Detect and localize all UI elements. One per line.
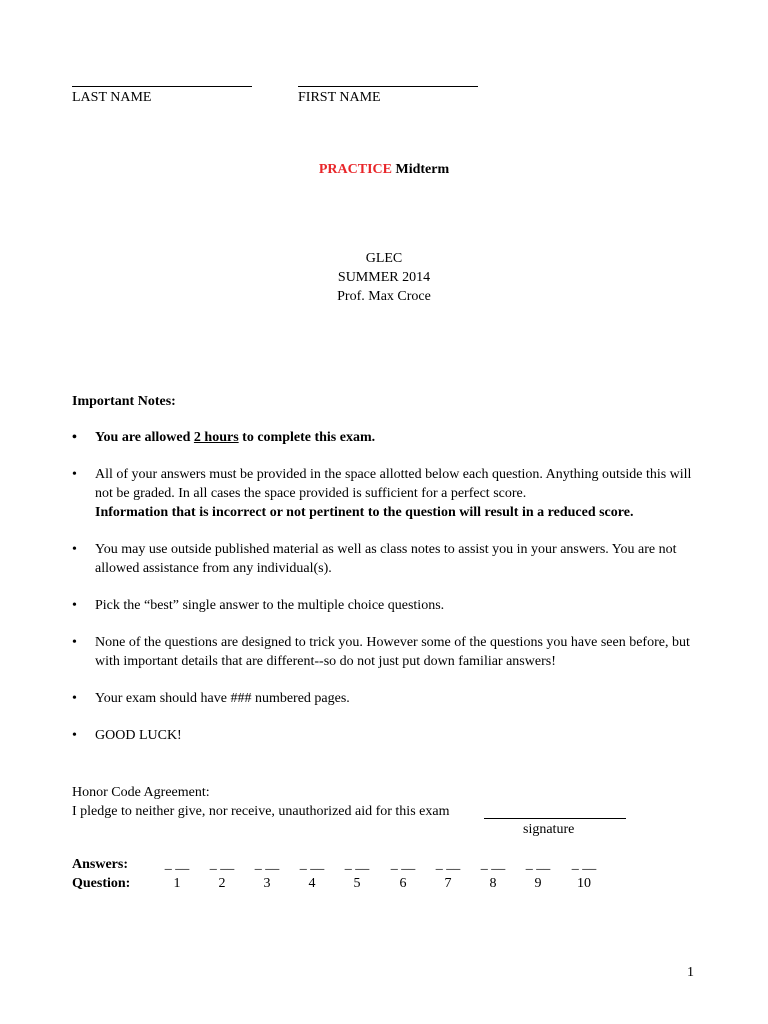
question-number: 7: [444, 876, 452, 891]
question-number: 8: [489, 876, 497, 891]
bullet-icon: •: [72, 542, 77, 557]
note-page-count: • Your exam should have ### numbered pages.: [72, 691, 350, 706]
time-limit-value: 2 hours: [193, 430, 239, 445]
note-answer-space: • All of your answers must be provided in the space allotted below each question. Anything outside this will not be graded. In all cases the space provided is sufficient for a perfect score. Information that is incorrect or not pertinent to the question will result in a reduced score.: [72, 467, 692, 520]
answer-blank-1[interactable]: _ __: [164, 857, 190, 872]
bullet-icon: •: [72, 467, 77, 482]
question-number: 9: [534, 876, 542, 891]
signature-line[interactable]: [484, 818, 626, 819]
answer-blank-6[interactable]: _ __: [390, 857, 416, 872]
question-number: 3: [263, 876, 271, 891]
last-name-label: LAST NAME: [72, 90, 152, 105]
bullet-icon: •: [72, 691, 77, 706]
last-name-line[interactable]: [72, 86, 252, 87]
signature-label: signature: [523, 822, 575, 837]
answer-blank-8[interactable]: _ __: [480, 857, 506, 872]
answers-label: Answers:: [72, 857, 128, 872]
midterm-label: Midterm: [395, 162, 450, 177]
honor-heading: Honor Code Agreement:: [72, 785, 210, 800]
exam-title: [0, 160, 768, 179]
professor-name: Prof. Max Croce: [337, 289, 431, 304]
answer-blank-9[interactable]: _ __: [525, 857, 551, 872]
practice-label: PRACTICE: [318, 162, 392, 177]
question-number: 1: [173, 876, 181, 891]
bullet-icon: •: [72, 598, 77, 613]
bullet-icon: •: [72, 635, 77, 650]
note-time-limit: • You are allowed 2 hours to complete this exam.: [72, 430, 376, 445]
question-number: 2: [218, 876, 226, 891]
question-number: 6: [399, 876, 407, 891]
answer-blank-7[interactable]: _ __: [435, 857, 461, 872]
answer-blank-2[interactable]: _ __: [209, 857, 235, 872]
answer-blank-4[interactable]: _ __: [299, 857, 325, 872]
question-label: Question:: [72, 876, 131, 891]
honor-pledge: I pledge to neither give, nor receive, unauthorized aid for this exam: [72, 804, 450, 819]
note-multiple-choice: • Pick the “best” single answer to the multiple choice questions.: [72, 598, 445, 613]
answer-blank-3[interactable]: _ __: [254, 857, 280, 872]
question-number: 5: [353, 876, 361, 891]
first-name-label: FIRST NAME: [298, 90, 381, 105]
bullet-icon: •: [72, 728, 77, 743]
question-number: 4: [308, 876, 316, 891]
question-number: 10: [577, 876, 591, 891]
answer-blank-5[interactable]: _ __: [344, 857, 370, 872]
course-code: GLEC: [365, 251, 403, 266]
note-no-tricks: • None of the questions are designed to trick you. However some of the questions you have seen before, but with important details that are different--so do not just put down familiar answers!: [72, 635, 690, 669]
bullet-icon: •: [72, 430, 77, 445]
notes-list: [72, 428, 702, 763]
note-good-luck: • GOOD LUCK!: [72, 728, 182, 743]
note-materials: • You may use outside published material as well as class notes to assist you in your answers. You are not allowed assistance from any individual(s).: [72, 542, 677, 576]
first-name-line[interactable]: [298, 86, 478, 87]
notes-heading: Important Notes:: [72, 394, 176, 409]
page-number: 1: [687, 965, 694, 980]
answer-blank-10[interactable]: _ __: [571, 857, 597, 872]
course-term: SUMMER 2014: [337, 270, 431, 285]
